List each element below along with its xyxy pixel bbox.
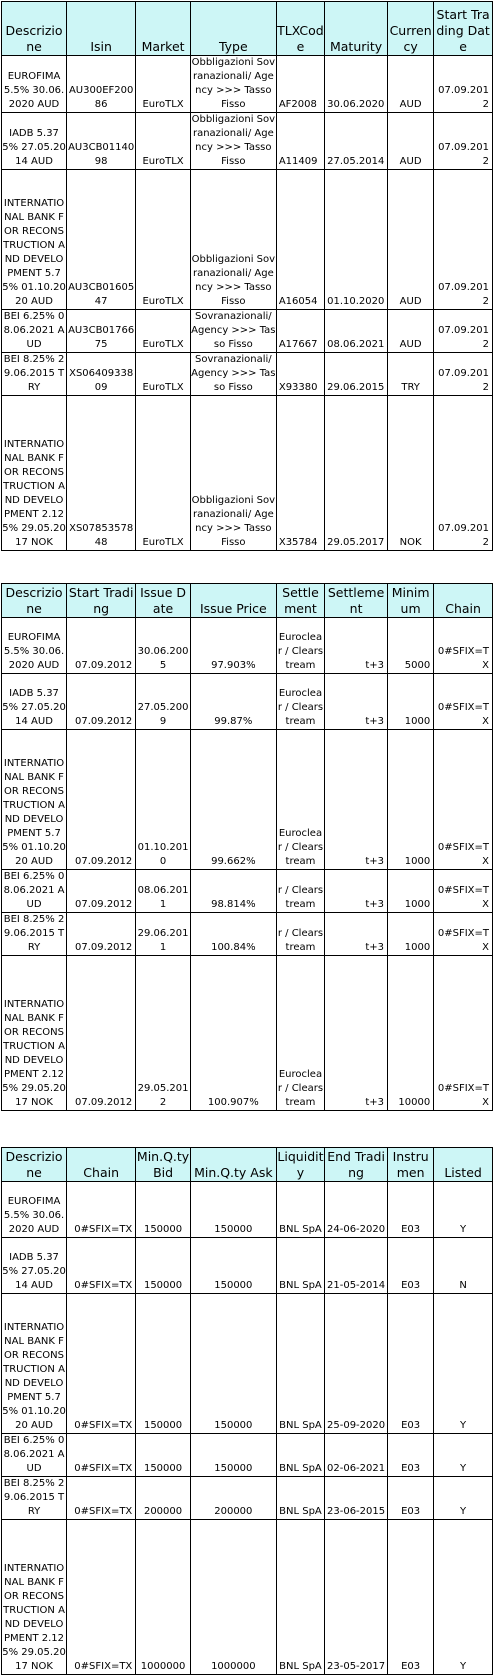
cell-description: INTERNATIONAL BANK FOR RECONSTRUCTION AND DEVELOPMENT 5.75% 01.10.2020 AUD: [2, 730, 67, 870]
cell-market: EuroTLX: [136, 56, 191, 113]
cell-description: INTERNATIONAL BANK FOR RECONSTRUCTION AND DEVELOPMENT 2.125% 29.05.2017 NOK: [2, 1520, 67, 1675]
cell-description: BEI 8.25% 29.06.2015 TRY: [2, 913, 67, 956]
cell-description: IADB 5.375% 27.05.2014 AUD: [2, 1238, 67, 1294]
cell-settlement-system: Euroclear / Clearstream: [276, 674, 324, 730]
col-header-start-trading-date: Start Trading Date: [434, 2, 493, 56]
cell-min-qty-ask: 200000: [190, 1477, 276, 1520]
cell-listed: Y: [434, 1294, 493, 1434]
table-row: [2, 870, 493, 913]
table-row: [2, 1238, 493, 1294]
table-row: [2, 170, 493, 310]
cell-isin: XS0785357848: [67, 396, 136, 551]
col-header-chain: Chain: [434, 584, 493, 618]
cell-issue-date: 30.06.2005: [136, 618, 191, 674]
cell-maturity: 29.05.2017: [325, 396, 388, 551]
cell-isin: AU300EF20086: [67, 56, 136, 113]
cell-isin: XS0640933809: [67, 353, 136, 396]
cell-issue-date: 29.06.2011: [136, 913, 191, 956]
cell-currency: AUD: [388, 56, 434, 113]
col-header-min-qty-bid: Min.Q.ty Bid: [136, 1149, 190, 1180]
table-row: [2, 1294, 493, 1434]
cell-issue-date: 08.06.2011: [136, 870, 191, 913]
cell-maturity: 30.06.2020: [325, 56, 388, 113]
cell-issue-price: 97.903%: [190, 618, 276, 674]
cell-market: EuroTLX: [136, 170, 191, 310]
cell-liquidity: BNL SpA: [276, 1294, 324, 1434]
table-row: [2, 396, 493, 551]
table-row: [2, 353, 493, 396]
cell-minimum: 5000: [388, 618, 434, 674]
cell-start-trading: 07.09.2012: [67, 870, 136, 913]
cell-min-qty-bid: 150000: [136, 1434, 191, 1477]
cell-start-trading-date: 07.09.2012: [434, 396, 493, 551]
cell-start-trading: 07.09.2012: [67, 674, 136, 730]
cell-description: BEI 6.25% 08.06.2021 AUD: [2, 870, 67, 913]
cell-settlement-days: t+3: [325, 956, 388, 1111]
cell-issue-price: 99.87%: [190, 674, 276, 730]
cell-type: Obbligazioni Sovranazionali/ Agency >>> Tasso Fisso: [190, 113, 276, 170]
col-header-min-qty-ask: Min.Q.ty Ask: [190, 1148, 276, 1182]
cell-min-qty-bid: 1000000: [136, 1520, 191, 1675]
cell-start-trading-date: 07.09.2012: [434, 56, 493, 113]
cell-issue-price: 100.907%: [190, 956, 276, 1111]
bond-info-table: [1, 1, 493, 551]
table-row: [2, 1434, 493, 1477]
cell-settlement-days: t+3: [325, 674, 388, 730]
cell-minimum: 1000: [388, 913, 434, 956]
cell-min-qty-bid: 200000: [136, 1477, 191, 1520]
cell-settlement-system: Euroclear / Clearstream: [276, 618, 324, 674]
cell-min-qty-bid: 150000: [136, 1294, 191, 1434]
col-header-type: Type: [190, 2, 276, 56]
col-header-liquidity: Liquidity: [277, 1149, 324, 1180]
cell-min-qty-bid: 150000: [136, 1238, 191, 1294]
cell-issue-price: 99.662%: [190, 730, 276, 870]
cell-chain: 0#SFIX=TX: [434, 956, 493, 1111]
cell-type: Sovranazionali/ Agency >>> Tasso Fisso: [190, 353, 276, 396]
cell-type: Obbligazioni Sovranazionali/ Agency >>> Tasso Fisso: [190, 56, 276, 113]
table-row: [2, 56, 493, 113]
cell-market: EuroTLX: [136, 396, 191, 551]
col-header-instrument: Instrumen: [388, 1148, 434, 1182]
table-row: [2, 113, 493, 170]
cell-settlement-days: t+3: [325, 913, 388, 956]
cell-chain: 0#SFIX=TX: [67, 1238, 136, 1294]
col-header-minimum: Minimum: [388, 584, 434, 618]
cell-chain: 0#SFIX=TX: [67, 1520, 136, 1675]
col-header-end-trading: End Trading: [325, 1148, 388, 1182]
cell-min-qty-ask: 150000: [190, 1238, 276, 1294]
cell-settlement-days: t+3: [325, 870, 388, 913]
cell-issue-date: 29.05.2012: [136, 956, 191, 1111]
cell-description: BEI 8.25% 29.06.2015 TRY: [2, 1477, 67, 1520]
cell-minimum: 1000: [388, 730, 434, 870]
cell-start-trading-date: 07.09.2012: [434, 353, 493, 396]
cell-maturity: 29.06.2015: [325, 353, 388, 396]
table-row: [2, 1477, 493, 1520]
cell-start-trading: 07.09.2012: [67, 730, 136, 870]
cell-liquidity: BNL SpA: [276, 1520, 324, 1675]
cell-issue-price: 100.84%: [190, 913, 276, 956]
table-row: [2, 1182, 493, 1238]
cell-type: Sovranazionali/ Agency >>> Tasso Fisso: [190, 310, 276, 353]
col-header-currency: Currency: [388, 2, 434, 56]
cell-settlement-system: Euroclear / Clearstream: [276, 730, 324, 870]
cell-currency: TRY: [388, 353, 434, 396]
col-header-start-trading: Start Trading: [67, 584, 136, 618]
col-header-tlxcode: TLXCode: [276, 2, 324, 56]
table-row: [2, 310, 493, 353]
cell-tlxcode: A16054: [276, 170, 324, 310]
cell-end-trading: 02-06-2021: [325, 1434, 388, 1477]
cell-min-qty-bid: 150000: [136, 1182, 191, 1238]
cell-tlxcode: A17667: [276, 310, 324, 353]
cell-liquidity: BNL SpA: [276, 1477, 324, 1520]
cell-minimum: 1000: [388, 674, 434, 730]
cell-end-trading: 23-05-2017: [325, 1520, 388, 1675]
cell-liquidity: BNL SpA: [276, 1238, 324, 1294]
cell-chain: 0#SFIX=TX: [67, 1434, 136, 1477]
cell-chain: 0#SFIX=TX: [434, 618, 493, 674]
cell-chain: 0#SFIX=TX: [67, 1477, 136, 1520]
table-row: [2, 674, 493, 730]
cell-settlement-days: t+3: [325, 618, 388, 674]
cell-description: BEI 8.25% 29.06.2015 TRY: [2, 353, 67, 396]
cell-liquidity: BNL SpA: [276, 1182, 324, 1238]
col-header-issue-price: Issue Price: [190, 584, 276, 618]
cell-maturity: 01.10.2020: [325, 170, 388, 310]
cell-instrument: E03: [388, 1520, 434, 1675]
cell-min-qty-ask: 1000000: [190, 1520, 276, 1675]
cell-maturity: 08.06.2021: [325, 310, 388, 353]
cell-chain: 0#SFIX=TX: [434, 913, 493, 956]
bond-trading-table: [1, 1147, 493, 1675]
col-header-listed: Listed: [434, 1148, 493, 1182]
cell-isin: AU3CB0160547: [67, 170, 136, 310]
cell-chain: 0#SFIX=TX: [67, 1182, 136, 1238]
cell-instrument: E03: [388, 1294, 434, 1434]
cell-instrument: E03: [388, 1238, 434, 1294]
cell-isin: AU3CB0114098: [67, 113, 136, 170]
cell-settlement-days: t+3: [325, 730, 388, 870]
col-header-maturity: Maturity: [325, 2, 388, 56]
cell-issue-date: 01.10.2010: [136, 730, 191, 870]
cell-start-trading-date: 07.09.2012: [434, 170, 493, 310]
cell-tlxcode: X93380: [276, 353, 324, 396]
cell-description: INTERNATIONAL BANK FOR RECONSTRUCTION AND DEVELOPMENT 5.75% 01.10.2020 AUD: [2, 1294, 67, 1434]
cell-minimum: 1000: [388, 870, 434, 913]
cell-description: BEI 6.25% 08.06.2021 AUD: [2, 310, 67, 353]
cell-chain: 0#SFIX=TX: [67, 1294, 136, 1434]
cell-listed: Y: [434, 1520, 493, 1675]
table-row: [2, 913, 493, 956]
cell-description: EUROFIMA 5.5% 30.06.2020 AUD: [2, 56, 67, 113]
col-header-description: Descrizione: [2, 584, 67, 618]
header-row: [2, 584, 493, 618]
cell-settlement-system: Euroclear / Clearstream: [276, 956, 324, 1111]
col-header-description: Descrizione: [2, 1148, 67, 1182]
cell-min-qty-ask: 150000: [190, 1182, 276, 1238]
col-header-settlement-system: Settlement: [276, 584, 324, 618]
cell-type: Obbligazioni Sovranazionali/ Agency >>> Tasso Fisso: [190, 396, 276, 551]
cell-listed: Y: [434, 1182, 493, 1238]
cell-end-trading: 21-05-2014: [325, 1238, 388, 1294]
cell-start-trading-date: 07.09.2012: [434, 310, 493, 353]
header-row: [2, 1148, 493, 1182]
cell-currency: AUD: [388, 170, 434, 310]
cell-issue-date: 27.05.2009: [136, 674, 191, 730]
cell-min-qty-ask: 150000: [190, 1294, 276, 1434]
cell-description: INTERNATIONAL BANK FOR RECONSTRUCTION AND DEVELOPMENT 2.125% 29.05.2017 NOK: [2, 396, 67, 551]
cell-tlxcode: X35784: [276, 396, 324, 551]
cell-type: Obbligazioni Sovranazionali/ Agency >>> Tasso Fisso: [190, 170, 276, 310]
cell-end-trading: 23-06-2015: [325, 1477, 388, 1520]
cell-market: EuroTLX: [136, 353, 191, 396]
cell-start-trading-date: 07.09.2012: [434, 113, 493, 170]
col-header-description: Descrizione: [2, 2, 67, 56]
cell-start-trading: 07.09.2012: [67, 913, 136, 956]
cell-market: EuroTLX: [136, 310, 191, 353]
col-header-settlement-days: Settlement: [325, 584, 388, 618]
cell-chain: 0#SFIX=TX: [434, 730, 493, 870]
cell-maturity: 27.05.2014: [325, 113, 388, 170]
cell-isin: AU3CB0176675: [67, 310, 136, 353]
cell-description: BEI 6.25% 08.06.2021 AUD: [2, 1434, 67, 1477]
cell-description: EUROFIMA 5.5% 30.06.2020 AUD: [2, 618, 67, 674]
cell-description: INTERNATIONAL BANK FOR RECONSTRUCTION AND DEVELOPMENT 2.125% 29.05.2017 NOK: [2, 956, 67, 1111]
col-header-isin: Isin: [67, 2, 136, 56]
cell-description: IADB 5.375% 27.05.2014 AUD: [2, 113, 67, 170]
cell-end-trading: 25-09-2020: [325, 1294, 388, 1434]
cell-currency: NOK: [388, 396, 434, 551]
table-row: [2, 1520, 493, 1675]
cell-listed: N: [434, 1238, 493, 1294]
col-header-chain: Chain: [67, 1148, 136, 1182]
cell-instrument: E03: [388, 1477, 434, 1520]
cell-listed: Y: [434, 1434, 493, 1477]
cell-description: IADB 5.375% 27.05.2014 AUD: [2, 674, 67, 730]
cell-settlement-system: r / Clearstream: [276, 913, 324, 956]
cell-end-trading: 24-06-2020: [325, 1182, 388, 1238]
table-row: [2, 956, 493, 1111]
cell-listed: Y: [434, 1477, 493, 1520]
cell-settlement-system: r / Clearstream: [276, 870, 324, 913]
col-header-market: Market: [136, 2, 191, 56]
cell-description: EUROFIMA 5.5% 30.06.2020 AUD: [2, 1182, 67, 1238]
cell-tlxcode: AF2008: [276, 56, 324, 113]
cell-issue-price: 98.814%: [190, 870, 276, 913]
cell-description: INTERNATIONAL BANK FOR RECONSTRUCTION AND DEVELOPMENT 5.75% 01.10.2020 AUD: [2, 170, 67, 310]
cell-currency: AUD: [388, 113, 434, 170]
cell-chain: 0#SFIX=TX: [434, 870, 493, 913]
table-row: [2, 730, 493, 870]
col-header-issue-date: Issue Date: [136, 584, 191, 618]
cell-market: EuroTLX: [136, 113, 191, 170]
cell-start-trading: 07.09.2012: [67, 956, 136, 1111]
table-row: [2, 618, 493, 674]
cell-start-trading: 07.09.2012: [67, 618, 136, 674]
cell-min-qty-ask: 150000: [190, 1434, 276, 1477]
cell-currency: AUD: [388, 310, 434, 353]
cell-minimum: 10000: [388, 956, 434, 1111]
cell-liquidity: BNL SpA: [276, 1434, 324, 1477]
cell-chain: 0#SFIX=TX: [434, 674, 493, 730]
header-row: [2, 2, 493, 56]
cell-tlxcode: A11409: [276, 113, 324, 170]
bond-issue-table: [1, 583, 493, 1111]
cell-instrument: E03: [388, 1182, 434, 1238]
cell-instrument: E03: [388, 1434, 434, 1477]
